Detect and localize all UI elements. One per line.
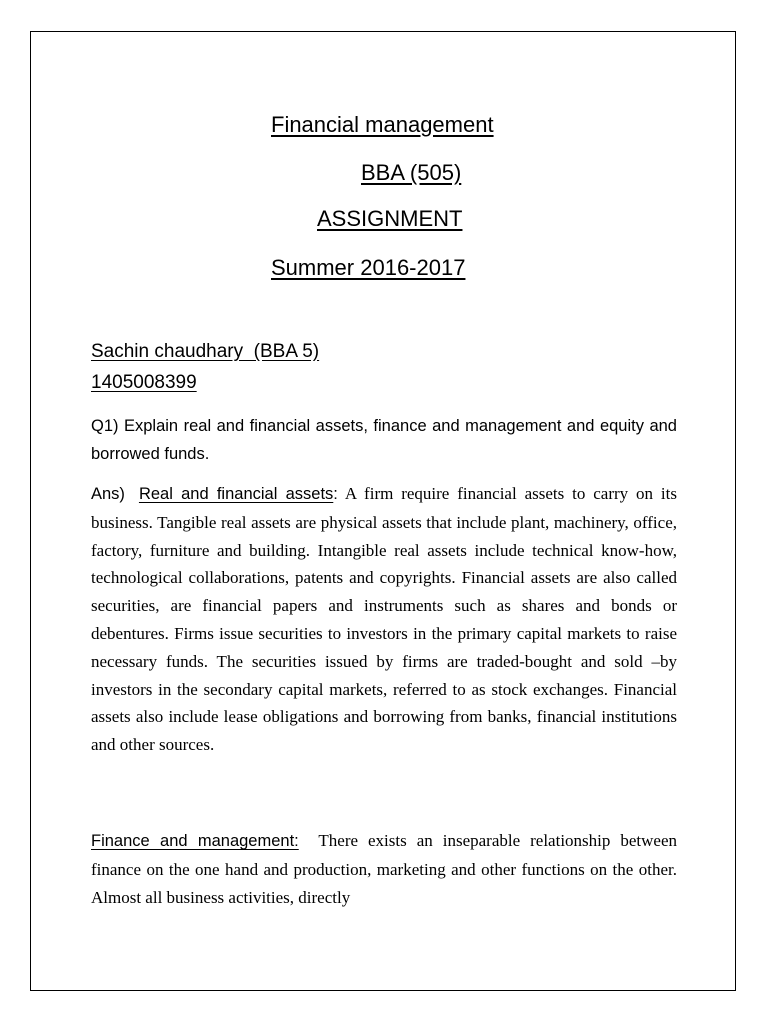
section2-label: Finance and management:	[91, 832, 299, 850]
answer-section-label: Real and financial assets	[138, 485, 334, 503]
author-roll-number: 1405008399	[91, 372, 197, 393]
document-page	[30, 31, 736, 991]
term-label: Summer 2016-2017	[271, 255, 466, 280]
assignment-label: ASSIGNMENT	[317, 206, 463, 231]
answer-prefix: Ans)	[91, 485, 125, 503]
author-name: Sachin chaudhary (BBA 5)	[91, 341, 320, 362]
answer-colon: :	[333, 485, 338, 503]
section2-body: There exists an inseparable relationship between finance on the one hand and production, marketing and other functions on the other. Almost all business activities, directly	[91, 831, 682, 907]
document-title: Financial management	[271, 112, 494, 137]
finance-management-paragraph	[91, 827, 682, 911]
question-text: Q1) Explain real and financial assets, finance and management and equity and borrowed funds.	[91, 417, 677, 463]
course-code: BBA (505)	[361, 160, 462, 185]
answer-body: A firm require financial assets to carry on its business. Tangible real assets are physical assets that include plant, machinery, office, factory, furniture and building. Intangible real assets include technical know-how, technological collaborations, patents and copyrights. Financial assets are also called securities, are financial papers and instruments such as shares and bonds or debentures. Firms issue securities to investors in the primary capital markets to raise necessary funds. The securities issued by firms are traded-bought and sold –by investors in the secondary capital markets, referred to as stock exchanges. Financial assets also include lease obligations and borrowing from banks, financial institutions and other sources.	[91, 484, 677, 755]
answer-paragraph	[91, 480, 677, 759]
